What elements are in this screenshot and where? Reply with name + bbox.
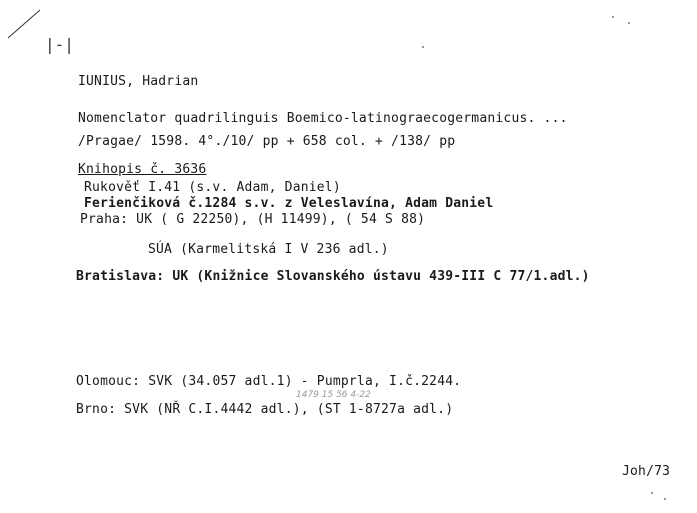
title-line-2: /Pragae/ 1598. 4°./10/ pp + 658 col. + /138/ pp bbox=[78, 134, 456, 149]
holdings-brno: Brno: SVK (NŘ C.I.4442 adl.), (ST 1-8727a adl.) bbox=[76, 402, 454, 417]
reference-rukovet: Rukověť I.41 (s.v. Adam, Daniel) bbox=[84, 180, 341, 195]
holdings-praha: Praha: UK ( G 22250), (H 11499), ( 54 S 88) bbox=[80, 212, 426, 227]
knihopis-reference: Knihopis č. 3636 bbox=[78, 162, 207, 177]
corner-mark: |-| bbox=[45, 35, 74, 54]
author-heading: IUNIUS, Hadrian bbox=[78, 74, 199, 89]
speck bbox=[422, 46, 424, 48]
title-line-1: Nomenclator quadrilinguis Boemico-latinograecogermanicus. ... bbox=[78, 111, 568, 126]
holdings-olomouc: Olomouc: SVK (34.057 adl.1) - Pumprla, I.č.2244. bbox=[76, 374, 462, 389]
speck bbox=[628, 22, 630, 24]
pencil-note: 1479 15 56 4-22 bbox=[296, 390, 371, 400]
corner-slash-mark bbox=[6, 6, 46, 42]
card-code: Joh/73 bbox=[622, 464, 671, 479]
speck bbox=[651, 492, 653, 494]
speck bbox=[664, 498, 666, 500]
holdings-sua: SÚA (Karmelitská I V 236 adl.) bbox=[148, 242, 389, 257]
reference-ferienčikova: Ferienčiková č.1284 s.v. z Veleslavína, Adam Daniel bbox=[84, 196, 494, 211]
speck bbox=[612, 16, 614, 18]
holdings-bratislava: Bratislava: UK (Knižnice Slovanského ústavu 439-III C 77/1.adl.) bbox=[76, 269, 590, 284]
